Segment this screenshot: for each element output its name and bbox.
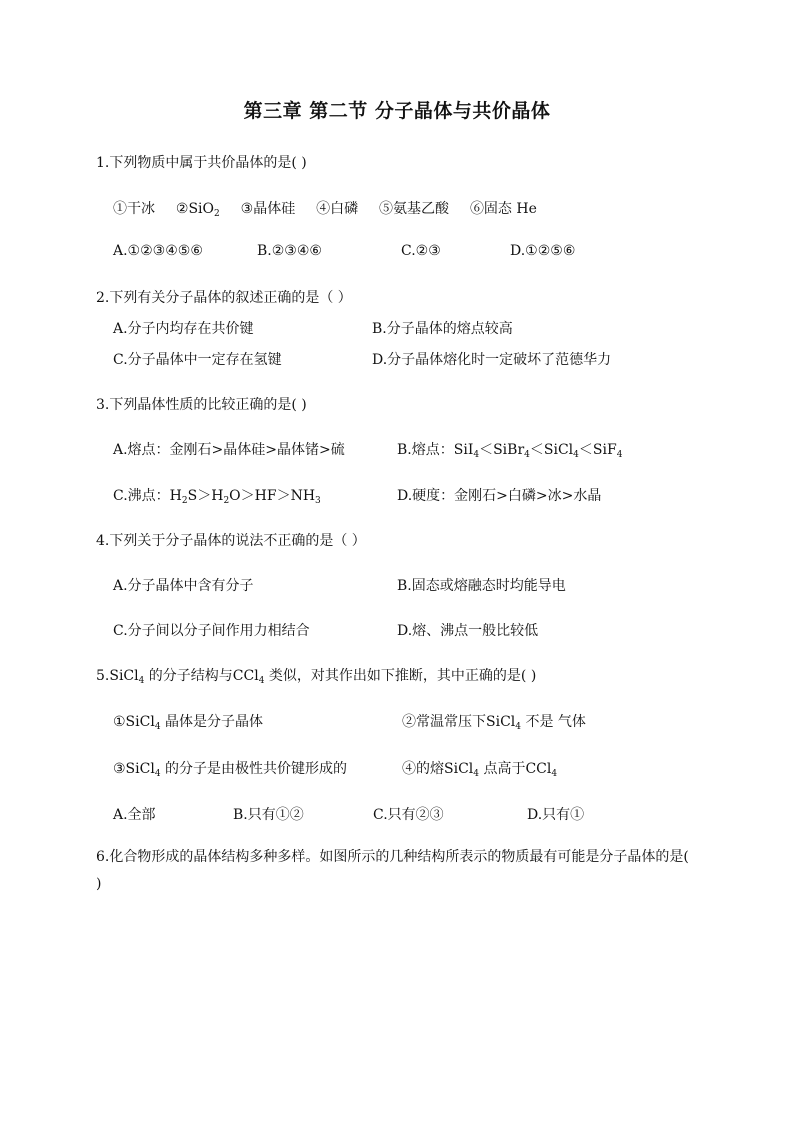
q5-item-4: ④的熔SiCl$_4$ 点高于CCl$_4$ bbox=[402, 761, 558, 779]
q2-option-c: C.分子晶体中一定存在氢键 bbox=[113, 352, 282, 368]
q3-option-b: B.熔点：SiI$_4$＜SiBr$_4$＜SiCl$_4$＜SiF$_4$ bbox=[397, 442, 623, 460]
q1-item-5: ⑤氨基乙酸 bbox=[379, 201, 450, 217]
question-1-items bbox=[113, 198, 537, 218]
q5-option-c: C.只有②③ bbox=[373, 807, 444, 823]
q2-option-b: B.分子晶体的熔点较高 bbox=[372, 321, 513, 337]
q1-item-1: ①干冰 bbox=[113, 201, 155, 217]
page-title: 第三章 第二节 分子晶体与共价晶体 bbox=[243, 100, 551, 122]
q5-item-3: ③SiCl$_4$ 的分子是由极性共价键形成的 bbox=[113, 761, 347, 779]
q4-option-b: B.固态或熔融态时均能导电 bbox=[397, 578, 566, 594]
q1-item-4: ④白磷 bbox=[316, 201, 359, 217]
q3-option-d: D.硬度：金刚石>白磷>冰>水晶 bbox=[397, 488, 602, 504]
q1-option-a: A.①②③④⑤⑥ bbox=[113, 243, 203, 259]
q5-option-a: A.全部 bbox=[113, 807, 156, 823]
question-6-stem: 6.化合物形成的晶体结构多种多样。如图所示的几种结构所表示的物质最有可能是分子晶体的是( ) bbox=[96, 849, 689, 892]
question-2-stem: 2.下列有关分子晶体的叙述正确的是（ ） bbox=[96, 290, 352, 306]
q5-item-1: ①SiCl$_4$ 晶体是分子晶体 bbox=[113, 714, 263, 732]
q5-item-2: ②常温常压下SiCl$_4$ 不是 气体 bbox=[402, 714, 586, 732]
q4-option-d: D.熔、沸点一般比较低 bbox=[397, 623, 539, 639]
q4-option-c: C.分子间以分子间作用力相结合 bbox=[113, 623, 310, 639]
q1-option-b: B.②③④⑥ bbox=[257, 243, 322, 259]
q1-item-6: ⑥固态 He bbox=[469, 201, 537, 217]
question-1-stem: 1.下列物质中属于共价晶体的是( ) bbox=[96, 155, 307, 171]
q1-item-3: ③晶体硅 bbox=[240, 201, 296, 217]
q5-option-b: B.只有①② bbox=[233, 807, 304, 823]
question-4-stem: 4.下列关于分子晶体的说法不正确的是（ ） bbox=[96, 533, 366, 549]
q4-option-a: A.分子晶体中含有分子 bbox=[113, 578, 254, 594]
q1-option-d: D.①②⑤⑥ bbox=[510, 243, 576, 259]
q3-option-a: A.熔点：金刚石>晶体硅>晶体锗>硫 bbox=[113, 442, 345, 458]
q5-option-d: D.只有① bbox=[527, 807, 585, 823]
q2-option-d: D.分子晶体熔化时一定破坏了范德华力 bbox=[372, 352, 612, 368]
q1-item-2: ②SiO$_2$ bbox=[175, 201, 220, 219]
q1-option-c: C.②③ bbox=[401, 243, 441, 259]
q3-option-c: C.沸点：$H_2S>H_2O>HF>NH_3$ bbox=[113, 488, 321, 506]
question-5-stem: 5.SiCl$_4$ 的分子结构与CCl$_4$ 类似，对其作出如下推断，其中正确的是( ) bbox=[96, 668, 537, 686]
q2-option-a: A.分子内均存在共价键 bbox=[113, 321, 254, 337]
question-3-stem: 3.下列晶体性质的比较正确的是( ) bbox=[96, 397, 307, 413]
